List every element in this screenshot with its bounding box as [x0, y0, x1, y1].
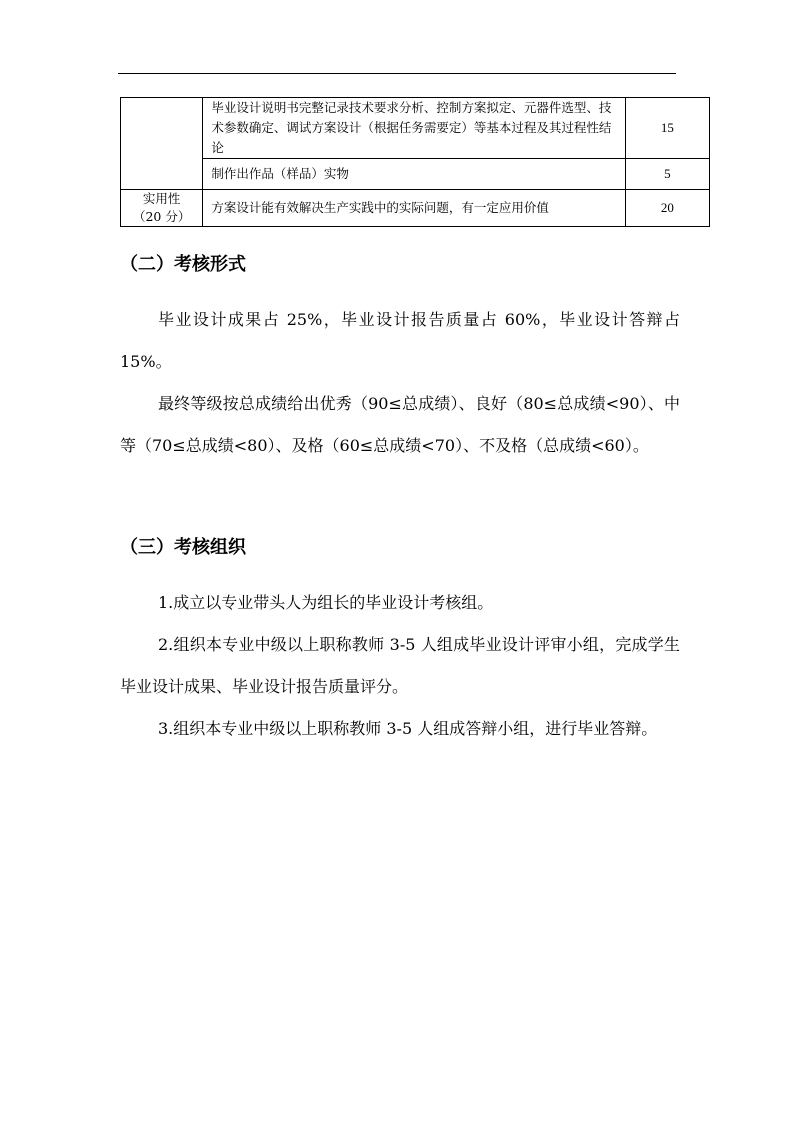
list-item: 3.组织本专业中级以上职称教师 3-5 人组成答辩小组，进行毕业答辩。 [158, 719, 658, 738]
table-row [121, 98, 710, 159]
description-cell: 毕业设计说明书完整记录技术要求分析、控制方案拟定、元器件选型、技术参数确定、调试方案设计（根据任务需要定）等基本过程及其过程性结论 [203, 98, 625, 159]
table-row [121, 190, 710, 227]
category-cell [121, 190, 203, 227]
score-cell: 5 [625, 159, 709, 190]
list-item: 1.成立以专业带头人为组长的毕业设计考核组。 [158, 593, 494, 612]
category-label: 实用性 [142, 191, 181, 206]
list-item: 2.组织本专业中级以上职称教师 3-5 人组成毕业设计评审小组，完成学生毕业设计成果、毕业设计报告质量评分。 [120, 635, 680, 696]
paragraph: 最终等级按总成绩给出优秀（90≤总成绩）、良好（80≤总成绩<90）、中等（70≤总成绩<80）、及格（60≤总成绩<70）、不及格（总成绩<60）。 [120, 394, 680, 455]
section-heading: （二）考核形式 [120, 254, 246, 275]
score-cell: 20 [625, 190, 709, 227]
header-rule [118, 73, 676, 74]
criteria-table [120, 97, 710, 227]
description-cell: 方案设计能有效解决生产实践中的实际问题，有一定应用价值 [203, 190, 625, 227]
category-points: （20 分） [132, 209, 191, 224]
paragraph: 毕业设计成果占 25%，毕业设计报告质量占 60%，毕业设计答辩占 15%。 [120, 310, 680, 371]
description-cell: 制作出作品（样品）实物 [203, 159, 625, 190]
category-cell [121, 98, 203, 190]
table-row [121, 159, 710, 190]
section-heading: （三）考核组织 [120, 537, 246, 558]
score-cell: 15 [625, 98, 709, 159]
